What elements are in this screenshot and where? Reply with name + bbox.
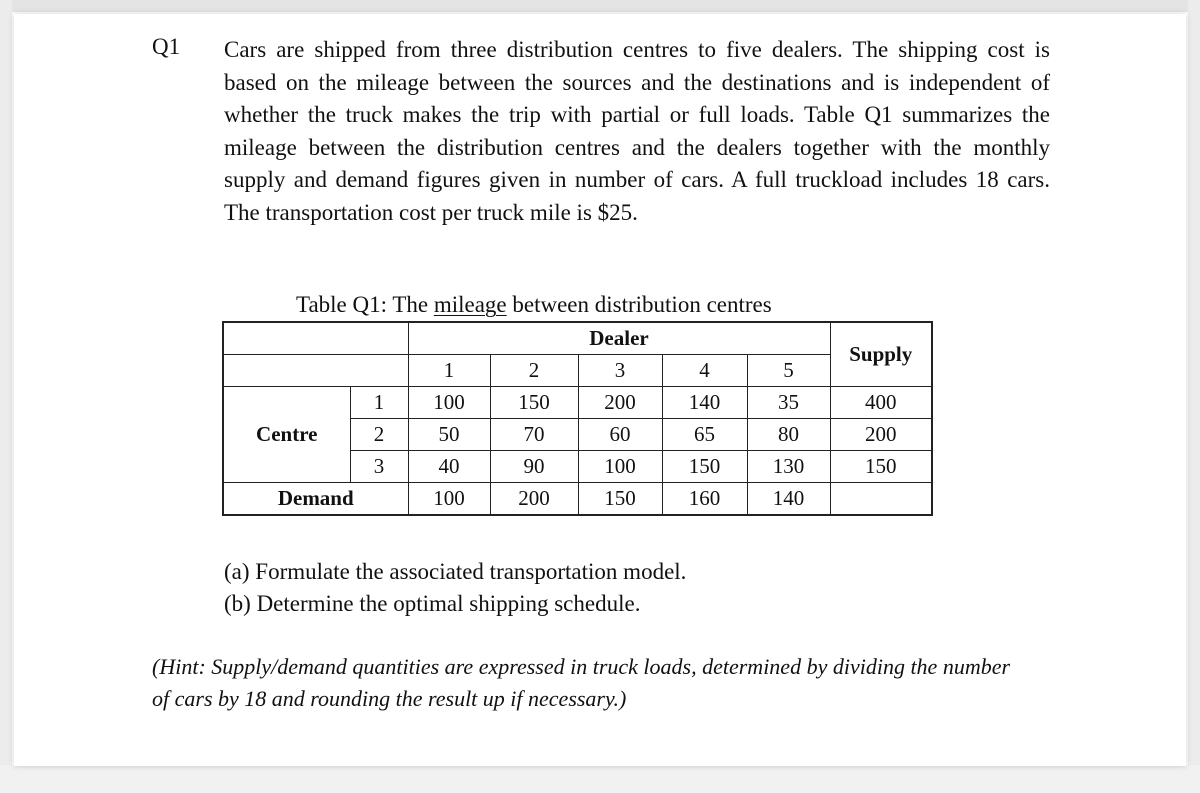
empty-supply-cell [830, 483, 932, 516]
demand-cell: 150 [578, 483, 662, 516]
caption-prefix: Table Q1: The [296, 292, 434, 317]
hint-text: (Hint: Supply/demand quantities are expressed in truck loads, determined by dividing the number of cars by 18 and rounding the result up if necessary.) [152, 654, 1011, 711]
supply-cell: 200 [830, 419, 932, 451]
caption-suffix: between distribution centres [506, 292, 772, 317]
mileage-cell: 40 [408, 451, 490, 483]
mileage-cell: 150 [490, 387, 578, 419]
screen-bottom-edge [0, 765, 1200, 793]
dealer-number: 5 [747, 355, 830, 387]
dealer-number: 3 [578, 355, 662, 387]
table-caption [296, 292, 772, 318]
dealer-number: 1 [408, 355, 490, 387]
screen-right-edge [1188, 0, 1200, 793]
mileage-cell: 50 [408, 419, 490, 451]
mileage-cell: 60 [578, 419, 662, 451]
dealer-header: Dealer [408, 322, 830, 355]
task-b: (b) Determine the optimal shipping schedule. [224, 591, 641, 616]
demand-cell: 200 [490, 483, 578, 516]
mileage-cell: 100 [408, 387, 490, 419]
supply-header: Supply [830, 322, 932, 387]
centre-number: 2 [350, 419, 408, 451]
dealer-number: 2 [490, 355, 578, 387]
mileage-cell: 70 [490, 419, 578, 451]
demand-cell: 100 [408, 483, 490, 516]
table-row [223, 322, 932, 355]
table-row [223, 387, 932, 419]
mileage-cell: 130 [747, 451, 830, 483]
supply-cell: 150 [830, 451, 932, 483]
centre-number: 3 [350, 451, 408, 483]
task-list [224, 556, 686, 620]
blank-cell [223, 355, 408, 387]
demand-cell: 160 [662, 483, 747, 516]
mileage-table [222, 321, 933, 516]
mileage-cell: 140 [662, 387, 747, 419]
table-row [223, 355, 932, 387]
demand-cell: 140 [747, 483, 830, 516]
mileage-cell: 150 [662, 451, 747, 483]
mileage-cell: 200 [578, 387, 662, 419]
mileage-cell: 90 [490, 451, 578, 483]
mileage-cell: 80 [747, 419, 830, 451]
centre-number: 1 [350, 387, 408, 419]
dealer-number: 4 [662, 355, 747, 387]
demand-label: Demand [223, 483, 408, 516]
mileage-cell: 65 [662, 419, 747, 451]
table-row [223, 483, 932, 516]
mileage-cell: 100 [578, 451, 662, 483]
question-text: Cars are shipped from three distribution centres to five dealers. The shipping cost is based on the mileage between the sources and the destinations and is independent of whether the truck makes the trip with partial or full loads. Table Q1 summarizes the mileage between the distribution centres and the dealers together with the monthly supply and demand figures given in number of cars. A full truckload includes 18 cars. The transportation cost per truck mile is $25. [224, 37, 1050, 225]
screen-top-edge [0, 0, 1200, 12]
mileage-cell: 35 [747, 387, 830, 419]
supply-cell: 400 [830, 387, 932, 419]
corner-cell [223, 322, 408, 355]
task-a: (a) Formulate the associated transportation model. [224, 559, 687, 584]
centre-label: Centre [223, 387, 350, 483]
question-number: Q1 [152, 34, 181, 59]
screen-left-edge [0, 0, 12, 793]
caption-underlined: mileage [433, 292, 507, 317]
